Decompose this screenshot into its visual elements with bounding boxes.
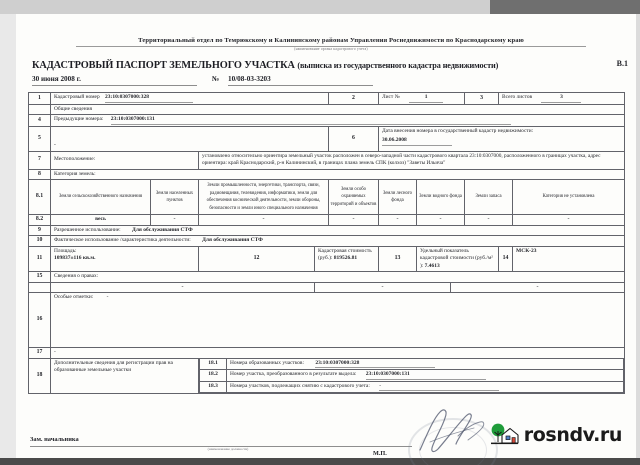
rosndv-logo-icon — [489, 423, 519, 447]
row-9-value: Для обслуживания СТФ — [132, 226, 193, 233]
table-row-17 — [29, 348, 625, 359]
organization-header: Территориальный отдел по Темрюкскому и Калининскому районам Управления Роснедвижимости по Краснодарскому краю — [76, 36, 586, 47]
row-18-2-label: Номер участка, преобразованного в результате выдела: — [230, 371, 357, 377]
row-18-1-value: 23:10:0307000:328 — [315, 360, 435, 369]
row-18-3-value: - — [379, 383, 499, 392]
row-15-values-number — [29, 282, 51, 293]
row-6-label: Дата внесения номера в государственный кадастр недвижимости: — [382, 127, 534, 134]
document-date: 30 июня 2008 г. — [32, 75, 197, 86]
scan-edge-left — [0, 14, 16, 458]
row-15-label: Сведения о правах: — [51, 272, 625, 283]
page-title — [32, 60, 592, 71]
category-col-agricultural: Земли сельскохозяйственного назначения — [51, 180, 151, 215]
row-18-2-cell — [227, 370, 624, 382]
row-6-cell — [379, 126, 625, 151]
row-17-value: - — [51, 348, 625, 359]
scan-edge-top-light — [0, 0, 490, 14]
table-row-18 — [29, 358, 625, 394]
category-col-forest: Земли лесного фонда — [379, 180, 417, 215]
organization-caption: (наименование органа кадастрового учета) — [294, 47, 368, 51]
signer-position-caption: (наименование должности) — [207, 447, 249, 451]
category-val-industry: - — [199, 215, 329, 226]
row-14-value: МСК-23 — [513, 246, 625, 272]
row-1-label: Кадастровый номер — [54, 94, 100, 100]
category-col-industry: Земли промышленности, энергетики, транспорта, связи, радиовещания, телевидения, информатики, земли для обеспечения космической деятельности, земли обороны, безопасности и земли иного специального назначения — [199, 180, 329, 215]
table-row-7 — [29, 151, 625, 169]
category-val-unset: - — [513, 215, 625, 226]
table-row-8-1 — [29, 180, 625, 215]
row-16-value: - — [106, 294, 109, 300]
table-row-18-2 — [200, 370, 624, 382]
page-title-main: КАДАСТРОВЫЙ ПАСПОРТ ЗЕМЕЛЬНОГО УЧАСТКА — [32, 60, 295, 71]
watermark — [489, 423, 622, 447]
watermark-text: rosndv.ru — [523, 424, 622, 446]
row-3-value: 3 — [541, 94, 581, 103]
category-col-reserve: Земли запаса — [465, 180, 513, 215]
table-row-section-general — [29, 104, 625, 115]
row-16-cell — [51, 293, 625, 348]
row-1-value: 23:10:0307000:328 — [105, 94, 193, 103]
document-sheet — [16, 14, 636, 458]
row-2-value: 1 — [409, 94, 443, 103]
rights-cell-1: - — [51, 282, 315, 293]
category-col-protected: Земли особо охраняемых территорий и объектов — [329, 180, 379, 215]
row-3-number: 3 — [465, 93, 499, 105]
row-8-2-number: 8.2 — [29, 215, 51, 226]
row-18-1-number: 18.1 — [200, 359, 227, 370]
row-11-number: 11 — [29, 246, 51, 272]
row-18-3-label: Номера участков, подлежащих снятию с кадастрового учета: — [230, 382, 370, 389]
document-number: 10/08-03-3203 — [228, 75, 373, 86]
row-8-1-number: 8.1 — [29, 180, 51, 215]
category-val-reserve: - — [465, 215, 513, 226]
row-12-label: Кадастровая стоимость (руб.): — [318, 247, 372, 261]
row-8-label: Категория земель: — [51, 169, 625, 180]
page-title-suffix: (выписка из государственного кадастра недвижимости) — [297, 61, 499, 70]
row-16-label: Особые отметки: — [54, 294, 94, 300]
row-18-1-cell — [227, 359, 624, 370]
category-col-unset: Категория не установлена — [513, 180, 625, 215]
table-row-1 — [29, 93, 625, 105]
row-6-value: 30.06.2008 — [382, 137, 452, 146]
row-4-cell — [51, 115, 625, 127]
row-18-sub-container — [199, 358, 625, 394]
table-row-18-1 — [200, 359, 624, 370]
seal-label: М.П. — [373, 450, 387, 457]
row-4-value: 23:10:0307000:131 — [111, 116, 511, 125]
row-18-3-number: 18.3 — [200, 381, 227, 393]
row-18-label: Дополнительные сведения для регистрации прав на образованные земельные участки — [51, 358, 199, 394]
row-18-sub-table — [199, 359, 624, 394]
row-1-number: 1 — [29, 93, 51, 105]
row-10-number: 10 — [29, 236, 51, 247]
section-general-label: Общие сведения — [51, 104, 625, 115]
row-9-label: Разрешенное использование: — [54, 226, 121, 233]
form-code: В.1 — [616, 59, 628, 68]
row-13-value: 7.4613 — [424, 262, 440, 269]
category-val-water: - — [417, 215, 465, 226]
date-number-line — [32, 75, 592, 88]
row-10-value: Для обслуживания СТФ — [202, 237, 263, 243]
row-12-cell — [315, 246, 379, 272]
row-4-label: Предыдущие номера: — [54, 116, 104, 122]
row-12-number: 12 — [199, 246, 315, 272]
signer-position: Зам. начальника — [30, 436, 79, 443]
table-row-8-2 — [29, 215, 625, 226]
section-general-number — [29, 104, 51, 115]
row-11-label: Площадь: — [54, 247, 77, 254]
row-16-number: 16 — [29, 293, 51, 348]
row-7-label: Местоположение: — [51, 151, 199, 169]
row-5-value: - — [54, 141, 56, 148]
row-13-label: Удельный показатель кадастровой стоимости (руб./м² ): — [420, 247, 493, 269]
category-val-settlements: - — [151, 215, 199, 226]
number-label: № — [212, 75, 220, 83]
table-row-10 — [29, 236, 625, 247]
row-1-cell — [51, 93, 329, 105]
table-row-16 — [29, 293, 625, 348]
table-row-9 — [29, 225, 625, 236]
row-18-1-label: Номера образованных участков: — [230, 359, 304, 366]
rights-cell-3: - — [451, 282, 625, 293]
row-7-value: установлено относительно ориентира земельный участок расположен в северо-западной части кадастрового квартала 23:10:0307000, расположенного в границах участка, адрес ориентира: край Краснодарский, р-н Калининский, в границах плана земель СПК (колхоз) "Заветы Ильича" — [199, 151, 625, 169]
row-2-cell — [379, 93, 465, 105]
row-2-label: Лист № — [382, 94, 400, 100]
category-val-protected: - — [329, 215, 379, 226]
row-7-number: 7 — [29, 151, 51, 169]
table-row-18-3 — [200, 381, 624, 393]
table-row-11-14 — [29, 246, 625, 272]
table-row-8 — [29, 169, 625, 180]
row-13-number: 13 — [379, 246, 417, 272]
rights-cell-2: - — [315, 282, 451, 293]
row-15-number: 15 — [29, 272, 51, 283]
category-col-settlements: Земли населенных пунктов — [151, 180, 199, 215]
row-17-number: 17 — [29, 348, 51, 359]
row-18-2-value: 23:10:0307000:131 — [366, 371, 486, 380]
row-5-cell — [51, 126, 329, 151]
row-12-value: 819526.81 — [333, 255, 358, 261]
row-9-number: 9 — [29, 225, 51, 236]
row-11-value: 109837±116 кв.м. — [54, 255, 96, 261]
row-13-cell — [417, 246, 499, 272]
row-3-label: Всего листов — [502, 94, 533, 100]
row-10-cell — [51, 236, 625, 247]
table-row-4 — [29, 115, 625, 127]
row-18-number: 18 — [29, 358, 51, 394]
row-18-3-cell — [227, 381, 624, 393]
row-5-number: 5 — [29, 126, 51, 151]
row-14-number: 14 — [499, 246, 513, 272]
row-11-cell — [51, 246, 199, 272]
row-10-label: Фактическое использование /характеристика деятельности: — [54, 237, 191, 243]
row-9-cell — [51, 225, 625, 236]
row-18-2-number: 18.2 — [200, 370, 227, 382]
table-row-15 — [29, 272, 625, 283]
row-2-number: 2 — [329, 93, 379, 105]
table-row-15-values — [29, 282, 625, 293]
row-6-number: 6 — [329, 126, 379, 151]
category-val-forest: - — [379, 215, 417, 226]
scan-edge-right — [636, 14, 640, 458]
cadastral-table — [28, 92, 625, 394]
category-col-water: Земли водного фонда — [417, 180, 465, 215]
row-4-number: 4 — [29, 115, 51, 127]
category-val-agricultural: весь — [51, 215, 151, 226]
row-3-cell — [499, 93, 625, 105]
table-row-5 — [29, 126, 625, 151]
row-8-number: 8 — [29, 169, 51, 180]
